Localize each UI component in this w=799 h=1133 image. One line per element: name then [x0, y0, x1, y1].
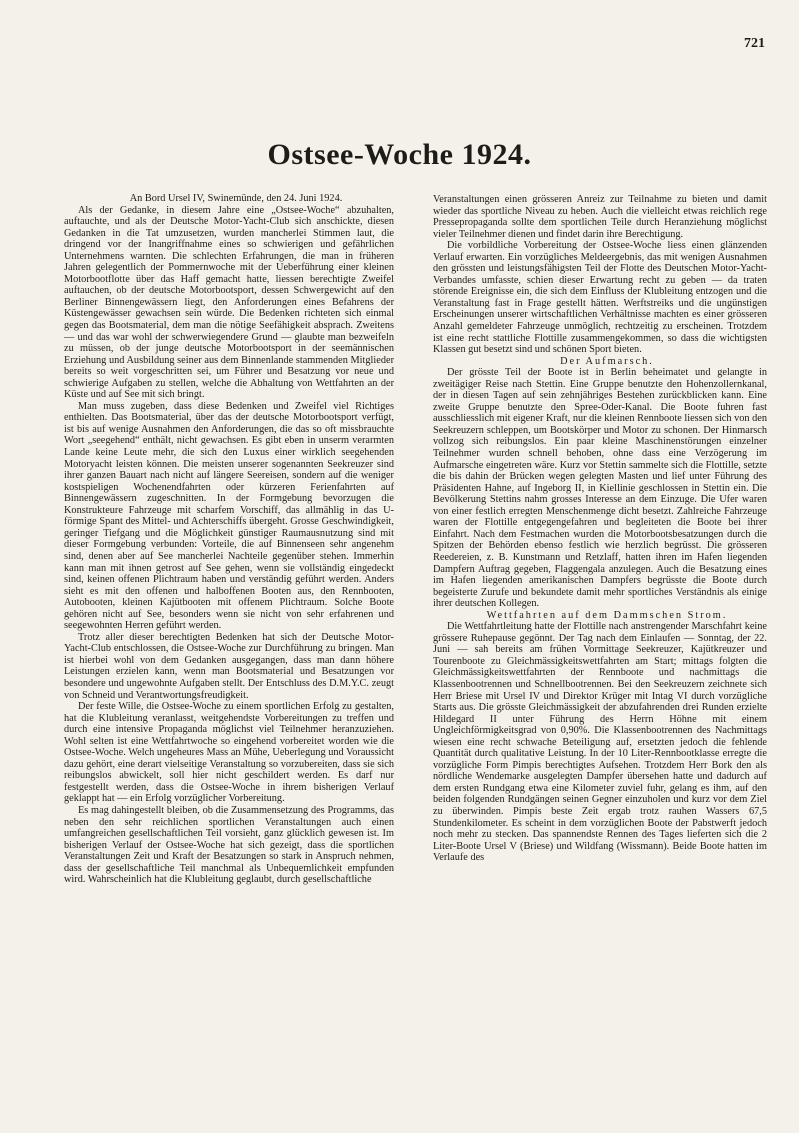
article-title: Ostsee-Woche 1924.: [267, 138, 532, 171]
paragraph: Der feste Wille, die Ostsee-Woche zu einem sportlichen Erfolg zu gestalten, hat die Klubleitung veranlasst, weitgehendste Vorbereitungen zu treffen und durch eine intensive Propaganda möglichst viel Teilnehmer heranzuziehen. Wohl selten ist eine Wettfahrtwoche so eingehend vorbereitet worden wie die Ostsee-Woche. Welch ungeheures Mass an Mühe, Ueberlegung und Voraussicht dazu gehört, eine derart vielseitige Veranstaltung so vorzubereiten, dass sie sich reibungslos abwickelt, soll hier nicht geschildert werden. Es darf nur festgestellt werden, dass die Ostsee-Woche in ihrem bisherigen Verlauf geklappt hat — ein Erfolg vorzüglicher Vorbereitung.: [64, 701, 394, 805]
paragraph: Man muss zugeben, dass diese Bedenken und Zweifel viel Richtiges enthielten. Das Bootsmaterial, über das der deutsche Motorbootsport verfügt, ist bis auf wenige Ausnahmen den Anforderungen, die das so oft missbrauchte Wort „seegehend“ enthält, nicht gewachsen. Es gibt eben in unserm verarmten Lande keine Leute mehr, die sich den Luxus einer wirklich seegehenden Motoryacht leisten können. Die meisten unserer sogenannten Seekreuzer sind ihrer ganzen Bauart nach nicht auf längere Seereisen, sondern auf die weniger kostspieligen Wochenendfahrten oder kürzeren Ferienfahrten auf Binnengewässern zugeschnitten. In der Formgebung bevorzugen die Konstrukteure Fahrzeuge mit scharfem Vorschiff, das allmählig in das U-förmige Spant des Mittel- und Achterschiffs übergeht. Grosse Geschwindigkeit, geringer Tiefgang und die Möglichkeit günstiger Raumausnutzung sind mit dieser Formgebung verbunden: Vorteile, die auf Binnenseen sehr angenehm sind, denen aber auf See mancherlei Nachteile gegenüber stehen. Immerhin kann man mit ihnen getrost auf See gehen, wenn sie vollständig eingedeckt sind, keinen offenen Plichtraum haben und verständig geführt werden. Anders sieht es mit den offenen und halboffenen Booten aus, den Rennbooten, Autobooten, kleinen Kajütbooten mit offenem Plichtraum. Solche Boote gehören nicht auf See, besonders wenn sie nicht von sehr erfahrenen und seegewohnten Herren geführt werden.: [64, 400, 394, 632]
section-heading: Der Aufmarsch.: [560, 355, 654, 367]
paragraph: Veranstaltungen einen grösseren Anreiz zur Teilnahme zu bieten und damit wieder das sportliche Niveau zu heben. Auch die vielleicht etwas reichlich rege Pressepropaganda sollte dem sportlichen Teile durch Heranziehung möglichst vieler Teilnehmer dienen und findet darin ihre Berechtigung.: [433, 194, 767, 240]
paragraph: Der grösste Teil der Boote ist in Berlin beheimatet und gelangte in zweitägiger Reise nach Stettin. Eine Gruppe benutzte den Hohenzollernkanal, der in diesen Tagen auf sein zehnjähriges Bestehen zurückblicken kann. Eine zweite Gruppe benutzte den Spree-Oder-Kanal. Die Boote fuhren fast ausschliesslich mit eigener Kraft, nur die kleinen Rennboote liessen sich von den Seekreuzern schleppen, um Bootskörper und Motor zu schonen. Der Hinmarsch vollzog sich reibungslos. Ein paar kleine Maschinenstörungen einzelner Teilnehmer wurden schnell behoben, ohne dass eine Verzögerung im Aufmarsche eingetreten wäre. Kurz vor Stettin sammelte sich die Flottille, setzte die bis dahin der Brücken wegen gelegten Masten und lief unter Führung des Präsidenten Hahne, auf Ingeborg II, in Kiellinie geschlossen in Stettin ein. Die Bevölkerung Stettins nahm grosses Interesse an dem Einzuge. Die Ufer waren von einer festlich erregten Menschenmenge dicht besetzt. Zahlreiche Fahrzeuge waren der Flottille entgegengefahren und begleiteten die Boote bei ihrer Einfahrt. Nach dem Festmachen wurden die Motorbootsbesatzungen durch die Spitzen der Behörden ebenso festlich wie herzlich begrüsst. Die grösseren Reedereien, z. B. Kunstmann und Retzlaff, hatten ihren im Hafen liegenden Dampfern Auftrag gegeben, Flaggengala anzulegen. Auch die Besatzung eines im Hafen liegenden amerikanischen Dampfers begrüsste die Boote durch begeisterte Zurufe und bekundete damit mehr sportliches Verständnis als einige ihrer deutschen Kollegen.: [433, 367, 767, 610]
page-number: 721: [744, 36, 765, 51]
dateline: An Bord Ursel IV, Swinemünde, den 24. Juni 1924.: [129, 193, 343, 204]
paragraph: Trotz aller dieser berechtigten Bedenken hat sich der Deutsche Motor-Yacht-Club entschlossen, die Ostsee-Woche zur Durchführung zu bringen. Man ist hierbei wohl von dem Gedanken ausgegangen, dass man dann höhere Leistungen erzielen kann, wenn man Bootsmaterial und Besatzungen vor besondere und ungewohnte Aufgaben stellt. Der Entschluss des D.M.Y.C. zeugt von Schneid und Verantwortungsfreudigkeit.: [64, 631, 394, 701]
section-heading: Wettfahrten auf dem Dammschen Strom.: [486, 609, 728, 621]
paragraph: Die Wettfahrtleitung hatte der Flottille nach anstrengender Marschfahrt keine grössere Ruhepause gegönnt. Der Tag nach dem Einlaufen — Sonntag, der 22. Juni — sah bereits am frühen Vormittage Seekreuzer, Kajütkreuzer und Tourenboote zu Gleichmässigkeitswettfahrten am Start; mittags folgten die Gleichmässigkeitswettfahrten der Rennboote und nachmittags die Klassenbootrennen und Schnellbootrennen. Bei den Seekreuzern zeichnete sich Herr Briese mit Ursel IV und Direktor Krüger mit Intag VI durch vorzügliche Starts aus. Die grösste Gleichmässigkeit der abzufahrenden drei Runden erzielte Hildegard II unter Führung des Herrn Höhne mit einem Ungleichförmigkeitsgrad von 0,90%. Die Klassenbootrennen des Nachmittags wiesen eine recht schwache Beteiligung auf, ersetzten jedoch die fehlende Quantität durch qualitative Leistung. In der 10 Liter-Rennbootklasse erregte die vorzügliche Form Pimpis berechtigtes Aufsehen. Trotzdem Herr Bork den als nördliche Wendemarke ausgelegten Dampfer übersehen hatte und dadurch auf dem ersten Rundgang etwa eine Kilometer zuviel fuhr, gelang es ihm, auf den beiden folgenden Rundgängen seinen Gegner einzuholen und kurz vor dem Ziel zu überwinden. Pimpis beste Zeit ergab trotz rauhen Wassers 67,5 Stundenkilometer. Es scheint in dem vorzüglichen Boote der Pabstwerft jedoch noch mehr zu stecken. Das spannendste Rennen des Tages lieferten sich die 2 Liter-Boote Ursel V (Briese) und Wildfang (Wissmann). Beide Boote hatten im Verlaufe des: [433, 621, 767, 864]
paragraph: Die vorbildliche Vorbereitung der Ostsee-Woche liess einen glänzenden Verlauf erwarten. Ein vorzügliches Meldeergebnis, das mit wenigen Ausnahmen den grössten und leistungsfähigsten Teil der Flotte des Deutschen Motor-Yacht-Verbandes umfasste, schien dieser Erwartung recht zu geben — da traten störende Ereignisse ein, die sich dem Einfluss der Klubleitung entzogen und die Veranstaltung fast in Frage gestellt hätten. Werftstreiks und die ungünstigen Erscheinungen unserer wirtschaftlichen Verhältnisse machten es einer grösseren Anzahl gemeldeter Fahrzeuge unmöglich, rechtzeitig zu erscheinen. Trotzdem ist eine recht stattliche Flottille zusammengekommen, so dass die wichtigsten Klassen gut besetzt sind und schönen Sport bieten.: [433, 240, 767, 356]
paragraph: Es mag dahingestellt bleiben, ob die Zusammensetzung des Programms, das neben den sehr reichlichen sportlichen Veranstaltungen auch einen umfangreichen gesellschaftlichen Teil vorsieht, ganz glücklich gewesen ist. Im bisherigen Verlauf der Ostsee-Woche hat sich gezeigt, dass die sportlichen Veranstaltungen Zeit und Kraft der Besatzungen so stark in Anspruch nehmen, dass der gesellschaftliche Teil manchmal als Unbequemlichkeit empfunden wird. Wahrscheinlich hat die Klubleitung geglaubt, durch gesellschaftliche: [64, 804, 394, 886]
paragraph: Als der Gedanke, in diesem Jahre eine „Ostsee-Woche“ abzuhalten, auftauchte, und als der Deutsche Motor-Yacht-Club sich anschickte, diesen Gedanken in die Tat umzusetzen, wurden mancherlei Stimmen laut, die dringend vor der Inangriffnahme eines so schwierigen und gefährlichen Unternehmens warnten. Die schlechten Erfahrungen, die man in früheren Jahren gelegentlich der Pommernwoche mit der Ueberführung einer kleinen Motorbootflotte über das Haff gemacht hatte, liessen berechtigte Zweifel auftauchen, ob der deutsche Motorbootsport, dessen Schwergewicht auf den Berliner Binnengewässern liegt, den Anforderungen eines Befahrens der Küstengewässer gewachsen sein würde. Die Bedenken richteten sich einmal gegen das Bootsmaterial, dem man die nötige Seefähigkeit absprach. Zweitens — und das war wohl der schwerwiegendere Grund — glaubte man bezweifeln zu müssen, ob der junge deutsche Motorbootsport in der seemännischen Erziehung und Ausbildung seiner aus dem Binnenlande stammenden Mitglieder bereits so weit vorgeschritten sei, um Führer und Besatzung vor neue und schwierige Aufgaben zu stellen, welche die Abhaltung von Wettfahrten an der Küste und auf See mit sich bringt.: [64, 204, 394, 401]
left-column: [64, 193, 394, 886]
right-column: [433, 194, 767, 864]
